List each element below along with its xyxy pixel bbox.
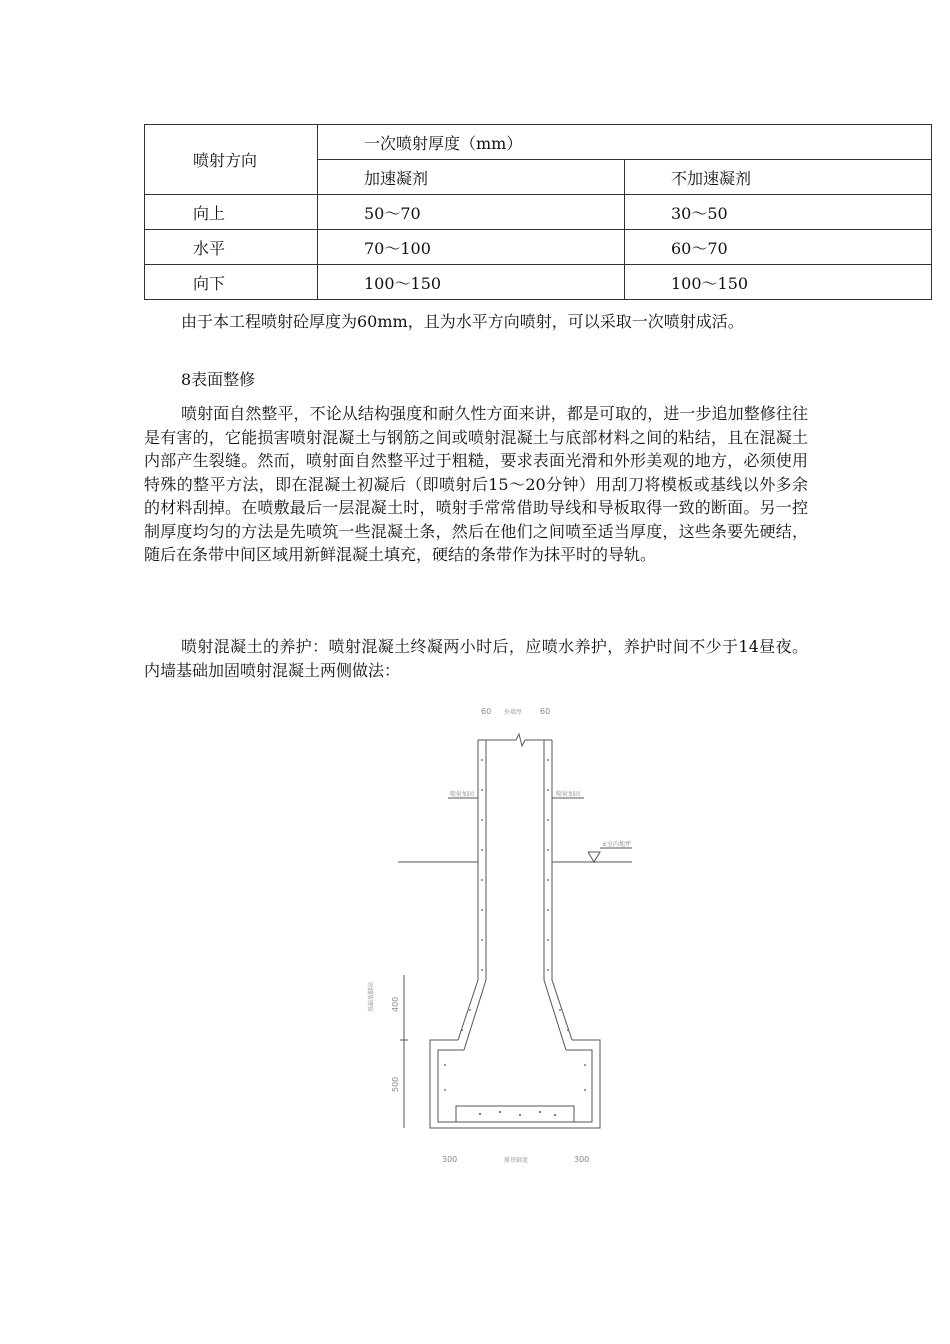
table-row (145, 230, 932, 265)
paragraph-curing: 喷射混凝土的养护：喷射混凝土终凝两小时后，应喷水养护，养护时间不少于14昼夜。内墙基础加固喷射混凝土两侧做法： (144, 637, 808, 680)
foundation-drawing (0, 690, 950, 1190)
row-without-accelerator: 60～70 (625, 230, 932, 265)
dim-top-right: 60 (540, 707, 551, 716)
dim-bottom-right: 300 (574, 1155, 590, 1164)
label-original-foundation-width: 原基础宽 (504, 1157, 529, 1164)
header-thickness-group: 一次喷射厚度（mm） (318, 125, 932, 160)
row-with-accelerator: 70～100 (318, 230, 625, 265)
label-right-spray-reinforce: 喷射加固 (556, 791, 581, 798)
paragraph-surface-finish: 喷射面自然整平，不论从结构强度和耐久性方面来讲，都是可取的，进一步追加整修往往是有害的，它能损害喷射混凝土与钢筋之间或喷射混凝土与底部材料之间的粘结，且在混凝土内部产生裂缝。然而，喷射面自然整平过于粗糙，要求表面光滑和外形美观的地方，必须使用特殊的整平方法，即在混凝土初凝后（即喷射后15～20分钟）用刮刀将模板或基线以外多余的材料刮掉。在喷敷最后一层混凝土时，喷射手常常借助导线和导板取得一致的断面。另一控制厚度均匀的方法是先喷筑一些混凝土条，然后在他们之间喷至适当厚度，这些条要先硬结，随后在条带中间区域用新鲜混凝土填充，硬结的条带作为抹平时的导轨。 (144, 404, 808, 564)
table-row (145, 195, 932, 230)
dim-500: 500 (391, 1076, 400, 1092)
row-direction: 向下 (145, 265, 318, 300)
dim-400: 400 (391, 996, 400, 1012)
row-direction: 水平 (145, 230, 318, 265)
row-without-accelerator: 30～50 (625, 195, 932, 230)
header-without-accelerator: 不加速凝剂 (625, 160, 932, 195)
row-direction: 向上 (145, 195, 318, 230)
label-indoor-floor: ±室内地坪 (602, 841, 632, 848)
header-direction: 喷射方向 (145, 125, 318, 195)
table-row (145, 265, 932, 300)
dim-top-left: 60 (481, 707, 492, 716)
header-with-accelerator: 加速凝剂 (318, 160, 625, 195)
label-footing-height: 基础放脚高 (368, 981, 375, 1012)
label-left-spray-reinforce: 喷射加固 (450, 791, 475, 798)
row-with-accelerator: 50～70 (318, 195, 625, 230)
rebar-dots (444, 759, 586, 1116)
dim-bottom-left: 300 (442, 1155, 458, 1164)
row-with-accelerator: 100～150 (318, 265, 625, 300)
paragraph-thickness-note: 由于本工程喷射砼厚度为60mm，且为水平方向喷射，可以采取一次喷射成活。 (181, 312, 744, 331)
thickness-table (144, 124, 932, 300)
label-outer-wall-thickness: 外墙厚 (504, 709, 523, 716)
section-heading-surface-finish: 8表面整修 (181, 370, 256, 389)
drawing-outline (398, 734, 632, 1128)
row-without-accelerator: 100～150 (625, 265, 932, 300)
